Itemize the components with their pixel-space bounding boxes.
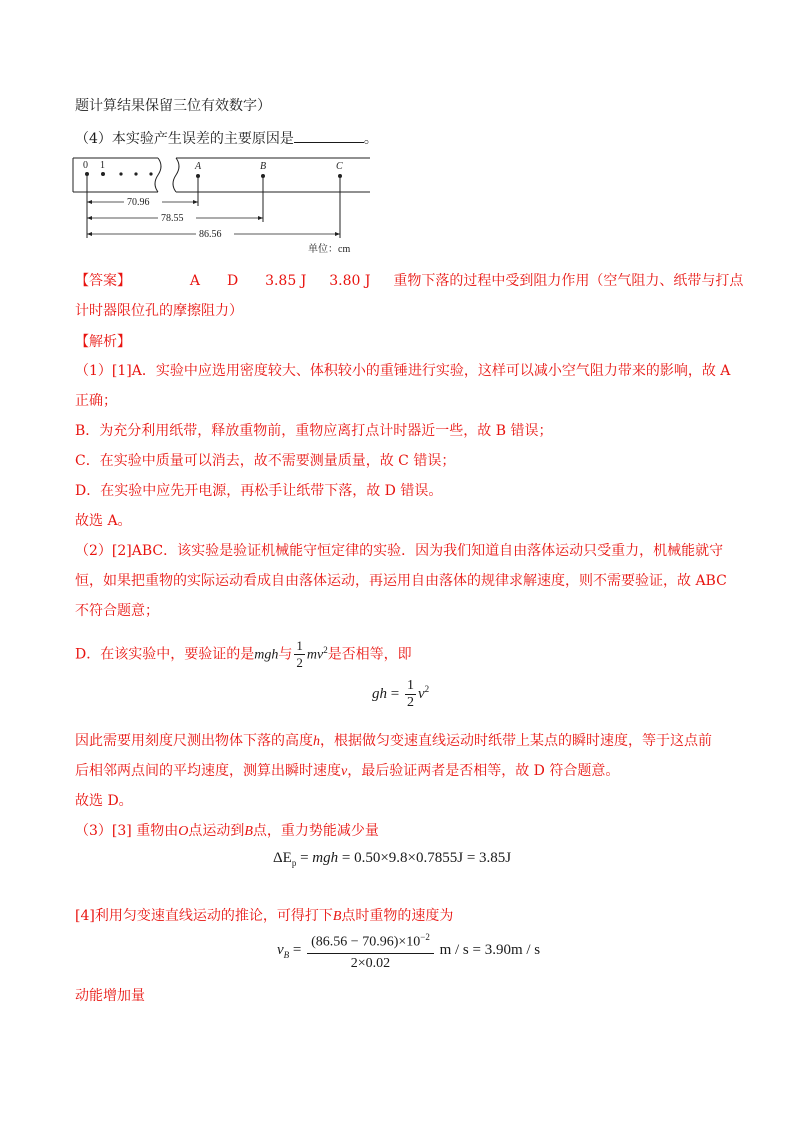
eq1-lhs: gh xyxy=(372,685,387,702)
p2-choose: 故选 D。 xyxy=(75,793,133,809)
eq3-eq: = xyxy=(292,941,302,958)
p2-d-post: 是否相等，即 xyxy=(327,646,412,663)
p2-e-line2 xyxy=(75,761,619,782)
p2-e-line1-b: ，根据做匀变速直线运动时纸带上某点的瞬时速度，等于这点前 xyxy=(320,733,712,749)
answer-5-cont: 计时器限位孔的摩擦阻力） xyxy=(75,303,243,319)
dot-4 xyxy=(149,172,152,175)
p1-line1: （1）[1]A．实验中应选用密度较大、体积较小的重锤进行实验，这样可以减小空气阻力带来的影响，故 A xyxy=(75,363,731,379)
p2-e-line1 xyxy=(75,731,712,752)
question-4 xyxy=(75,128,378,149)
p3-line xyxy=(75,821,379,842)
p1-option-c: C．在实验中质量可以消去，故不需要测量质量，故 C 错误； xyxy=(75,453,456,469)
dot-3 xyxy=(134,172,137,175)
p2-line3: 不符合题意； xyxy=(75,603,159,619)
label-C: C xyxy=(336,161,343,172)
question-4-end: 。 xyxy=(363,131,378,147)
eq3-frac xyxy=(307,927,434,974)
p2-d-half-num: 1 xyxy=(296,638,303,654)
answer-2: D xyxy=(226,273,239,289)
dim-OB: 78.55 xyxy=(161,213,184,224)
dot-C xyxy=(338,174,342,178)
dot-B xyxy=(261,174,265,178)
p2-d-mv: mv xyxy=(306,647,324,663)
p2-e-line2-a: 后相邻两点间的平均速度，测算出瞬时速度 xyxy=(75,763,341,779)
label-0: 0 xyxy=(83,160,88,171)
eq1-v: v xyxy=(417,685,425,702)
p1-choose: 故选 A。 xyxy=(75,513,132,529)
answer-1: A xyxy=(189,273,201,289)
eq3-den: 2×0.02 xyxy=(350,955,391,971)
dot-0 xyxy=(85,172,89,176)
answer-4: 3.80 J xyxy=(329,273,371,289)
p4-line xyxy=(75,906,453,927)
eq3-v: v xyxy=(277,941,284,958)
p1-option-d: D．在实验中应先开电源，再松手让纸带下落，故 D 错误。 xyxy=(75,483,443,499)
eq1-eq: = xyxy=(390,685,400,702)
question-text-tail: 题计算结果保留三位有效数字） xyxy=(75,98,271,114)
p2-line1: （2）[2]ABC．该实验是验证机械能守恒定律的实验．因为我们知道自由落体运动只受重力，机械能就守 xyxy=(75,543,724,559)
p3-pre: （3）[3] 重物由 xyxy=(75,823,179,839)
answer-line-1 xyxy=(75,271,743,291)
dot-2 xyxy=(119,172,122,175)
eq2-delta xyxy=(273,850,296,866)
label-B: B xyxy=(260,161,267,172)
p3-mid: 点运动到 xyxy=(188,823,245,839)
p3-B: B xyxy=(244,824,253,839)
eq1-den: 2 xyxy=(406,695,414,710)
p1-line2: 正确； xyxy=(75,393,117,409)
equation-velocity xyxy=(277,927,540,974)
eq3-num-wrap xyxy=(307,927,434,954)
question-4-text: （4）本实验产生误差的主要原因是 xyxy=(75,131,294,147)
p2-e-line2-b: ，最后验证两者是否相等，故 D 符合题意。 xyxy=(347,763,620,779)
label-A: A xyxy=(195,161,202,172)
p2-e-line1-a: 因此需要用刻度尺测出物体下落的高度 xyxy=(75,733,313,749)
p2-d-mgh: mgh xyxy=(254,647,279,663)
answer-3: 3.85 J xyxy=(265,273,307,289)
p2-d-half-den: 2 xyxy=(296,655,303,671)
equation-potential xyxy=(273,850,511,868)
dot-1 xyxy=(101,172,105,176)
p2-e-h: h xyxy=(313,734,320,749)
p2-e-v: v xyxy=(341,764,348,779)
eq2-mgh: mgh xyxy=(312,850,339,866)
dot-A xyxy=(196,174,200,178)
eq1-num: 1 xyxy=(406,678,414,693)
dim-OA: 70.96 xyxy=(127,197,150,208)
unit-label: 单位：cm xyxy=(308,244,351,255)
p4-post: 点时重物的速度为 xyxy=(341,908,454,924)
eq2-deltaE: ΔE xyxy=(273,850,292,866)
p1-option-b: B．为充分利用纸带，释放重物前，重物应离打点计时器近一些，故 B 错误； xyxy=(75,423,553,439)
eq1-frac xyxy=(405,678,416,711)
analysis-label: 【解析】 xyxy=(75,334,131,350)
p3-O: O xyxy=(178,824,189,839)
p2-d-pre: D．在该实验中，要验证的是 xyxy=(75,646,255,663)
dim-OC: 86.56 xyxy=(199,229,222,240)
p2-line2: 恒，如果把重物的实际运动看成自由落体运动，再运用自由落体的规律求解速度，则不需要验证，故 ABC xyxy=(75,573,727,589)
eq3-tail: m / s = 3.90m / s xyxy=(439,941,541,958)
eq2-sub: p xyxy=(291,858,297,868)
answer-label: 【答案】 xyxy=(75,273,131,289)
p3-post: 点，重力势能减少量 xyxy=(252,823,379,839)
eq2-eq: = xyxy=(296,850,313,866)
p2-d-half xyxy=(294,638,305,671)
eq3-exp: −2 xyxy=(420,932,430,942)
p2-d-with: 与 xyxy=(278,646,293,663)
eq3-sub: B xyxy=(283,949,290,960)
p4-B: B xyxy=(332,909,342,924)
label-1: 1 xyxy=(100,160,105,171)
p4-pre: [4]利用匀变速直线运动的推论，可得打下 xyxy=(75,908,333,924)
p2-option-d: D．在该实验中，要验证的是mgh与 $\frac{1}{2}$ $mv^2$是否相等，即 xyxy=(75,638,412,671)
eq2-rest: = 0.50×9.8×0.7855J = 3.85J xyxy=(338,850,512,866)
equation-energy: gh = $\frac{1}{2}$ $v^2$ xyxy=(372,678,430,710)
paper-tape-figure xyxy=(70,152,380,257)
last-line: 动能增加量 xyxy=(75,988,145,1004)
eq3-num: (86.56 − 70.96)×10 xyxy=(311,934,421,950)
answer-5: 重物下落的过程中受到阻力作用（空气阻力、纸带与打点 xyxy=(393,273,744,289)
answer-blank xyxy=(294,128,364,143)
